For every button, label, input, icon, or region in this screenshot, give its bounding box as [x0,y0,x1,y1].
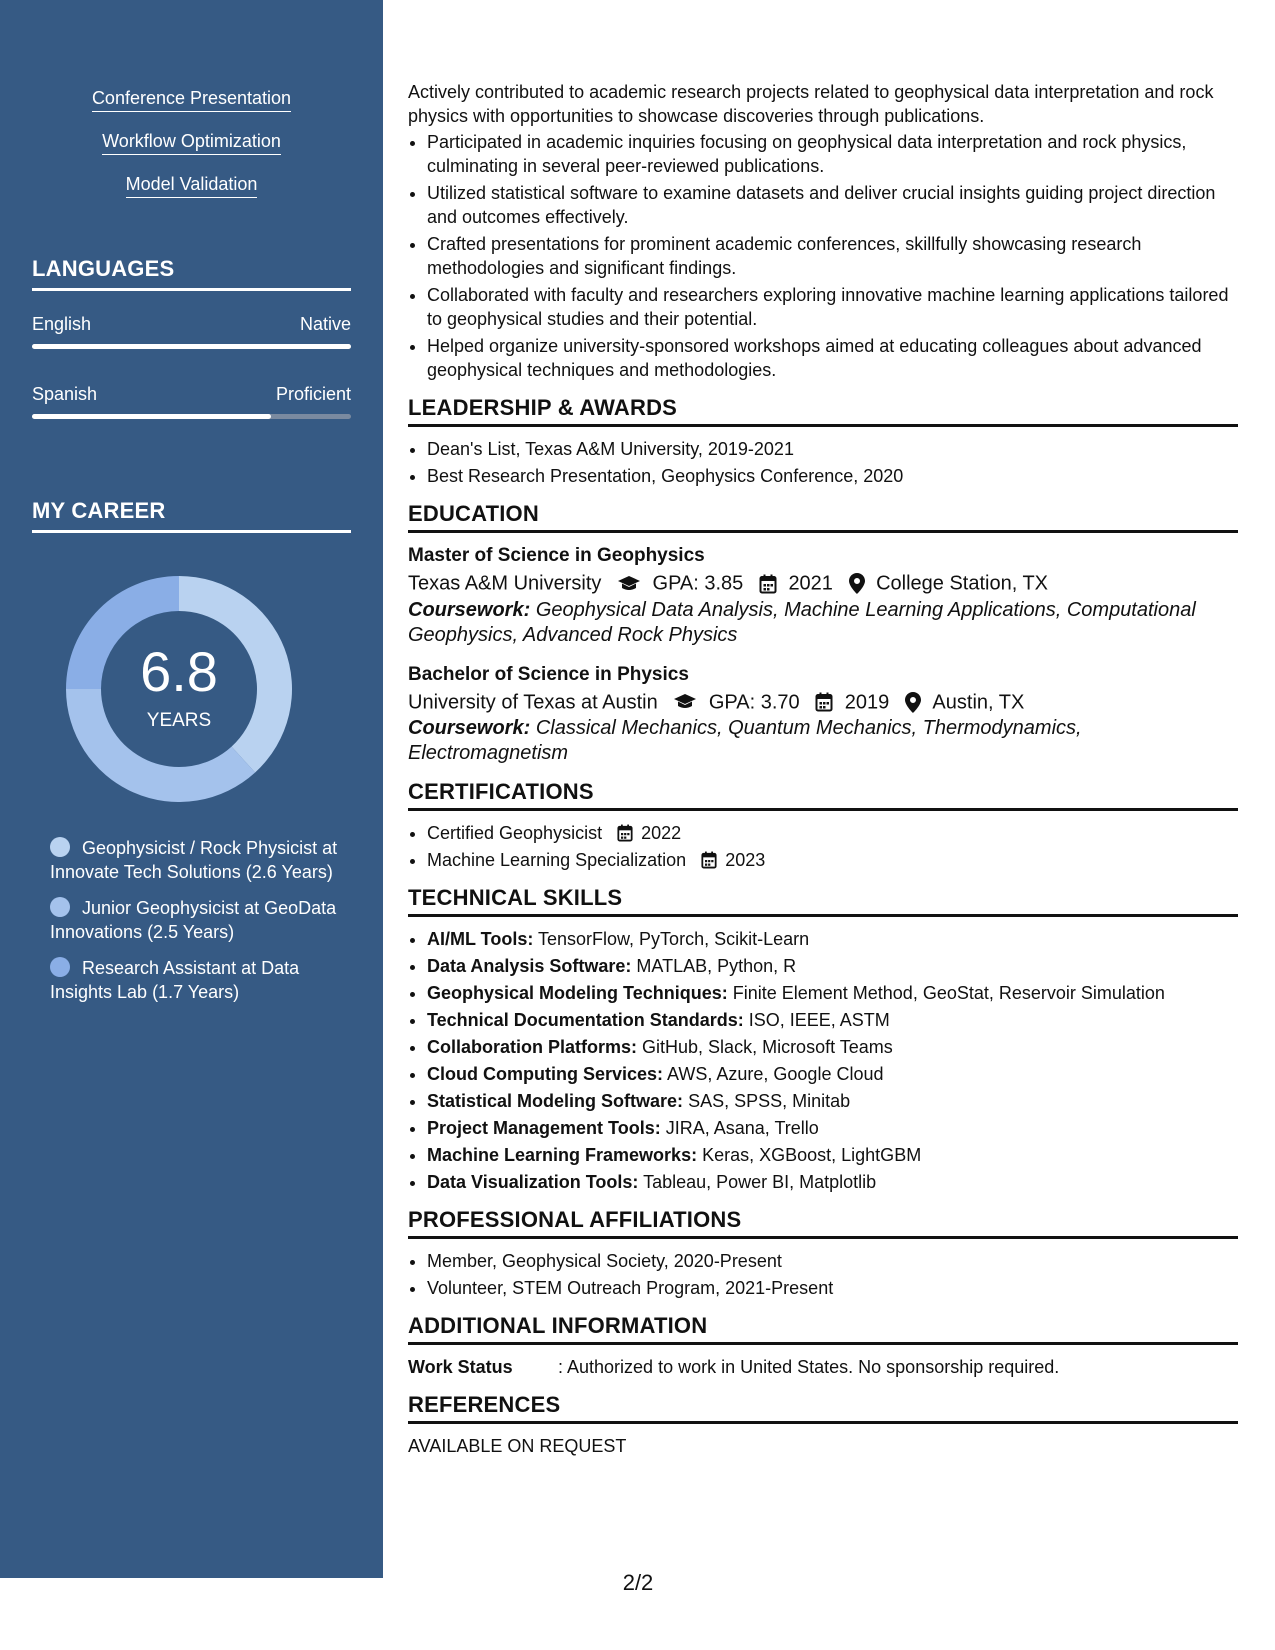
experience-bullet: • Helped organize university-sponsored workshops aimed at educating colleagues about advanced geophysical techniques and methodologies. [427,334,1238,382]
skill-value: SAS, SPSS, Minitab [688,1091,851,1112]
coursework [408,716,1238,766]
school-location: College Station, TX [876,572,1049,595]
skill-item [427,1170,1238,1194]
certification-name: Certified Geophysicist [427,823,603,844]
certification-item [427,821,1238,845]
experience-bullet: • Collaborated with faculty and researchers exploring innovative machine learning applications tailored to geophysical studies and their potential. [427,283,1238,331]
affiliations-list [408,1249,1238,1300]
career-total-unit: YEARS [146,710,212,731]
leadership-item: • Best Research Presentation, Geophysics Conference, 2020 [427,464,1238,488]
location-pin-icon [849,573,865,594]
career-legend-label: Research Assistant at Data Insights Lab (1.7 Years) [50,958,300,1002]
legend-dot-icon [50,957,70,977]
education-entry [408,662,1238,767]
legend-dot-icon [50,897,70,917]
additional-info-heading: ADDITIONAL INFORMATION [408,1314,1238,1345]
affiliation-item: • Volunteer, STEM Outreach Program, 2021-Present [427,1276,1238,1300]
skill-label: Geophysical Modeling Techniques: [427,983,728,1004]
career-total-value: 6.8 [140,640,218,703]
language-bar-fill [32,344,351,349]
degree-title: Master of Science in Geophysics [408,545,705,566]
career-legend-item [50,836,340,884]
experience-bullet: • Participated in academic inquiries focusing on geophysical data interpretation and rock physics, culminating in several peer-reviewed publications. [427,130,1238,178]
page-number: 2/2 [622,1570,654,1595]
skill-value: AWS, Azure, Google Cloud [667,1064,884,1085]
skill-label: Cloud Computing Services: [427,1064,664,1085]
skill-label: Data Analysis Software: [427,956,632,977]
skill-value: JIRA, Asana, Trello [665,1118,819,1139]
references-heading: REFERENCES [408,1393,1238,1424]
language-level: Native [299,314,351,334]
references-text: AVAILABLE ON REQUEST [408,1436,627,1457]
school-name: Texas A&M University [408,572,602,595]
leadership-list [408,437,1238,488]
graduation-year: 2021 [788,572,833,595]
skill-label: Project Management Tools: [427,1118,661,1139]
skill-label: Collaboration Platforms: [427,1037,638,1058]
certification-year: 2023 [725,850,766,871]
skill-label: Technical Documentation Standards: [427,1010,744,1031]
coursework [408,598,1238,648]
career-legend-label: Junior Geophysicist at GeoData Innovations (2.5 Years) [50,898,337,942]
location-pin-icon [905,692,921,713]
calendar-icon [701,851,717,869]
certification-item [427,848,1238,872]
skill-item [427,1062,1238,1086]
gpa: GPA: 3.70 [708,691,800,714]
technical-skills-heading: TECHNICAL SKILLS [408,886,1238,917]
skill-value: TensorFlow, PyTorch, Scikit-Learn [538,929,810,950]
calendar-icon [815,692,833,712]
sidebar [0,0,383,1578]
coursework-list: Classical Mechanics, Quantum Mechanics, Thermodynamics, Electromagnetism [408,717,1082,765]
skill-item [427,1089,1238,1113]
affiliation-item: • Member, Geophysical Society, 2020-Present [427,1249,1238,1273]
graduation-cap-icon [673,693,697,711]
work-status-row [408,1355,1238,1379]
language-bar-fill [32,414,271,419]
education-meta [408,688,1238,717]
skill-value: GitHub, Slack, Microsoft Teams [642,1037,893,1058]
education-heading: EDUCATION [408,502,1238,533]
language-row [32,314,351,335]
language-name: Spanish [32,384,98,404]
skill-item [427,954,1238,978]
experience-bullet: • Crafted presentations for prominent academic conferences, skillfully showcasing research methodologies and significant findings. [427,232,1238,280]
experience-bullet: • Utilized statistical software to examine datasets and deliver crucial insights guiding project direction and outcomes effectively. [427,181,1238,229]
skill-value: MATLAB, Python, R [636,956,797,977]
skill-item [427,981,1238,1005]
degree-title: Bachelor of Science in Physics [408,663,689,685]
school-name: University of Texas at Austin [408,691,658,714]
career-legend-item [50,956,340,1004]
experience-bullets [408,130,1238,382]
skill-value: Keras, XGBoost, LightGBM [702,1145,922,1166]
skill-label: Statistical Modeling Software: [427,1091,684,1112]
graduation-cap-icon [617,575,641,593]
coursework-label: Coursework: [408,598,531,621]
skill-label: Machine Learning Frameworks: [427,1145,698,1166]
skill-label: Data Visualization Tools: [427,1172,639,1193]
language-row [32,384,351,405]
coursework-label: Coursework: [408,717,531,740]
career-heading: MY CAREER [32,498,351,533]
affiliations-heading: PROFESSIONAL AFFILIATIONS [408,1208,1238,1239]
languages-heading: LANGUAGES [32,256,351,291]
calendar-icon [759,574,777,594]
skill-item [427,1035,1238,1059]
gpa: GPA: 3.85 [652,572,744,595]
main-content [408,80,1238,1458]
skill-value: ISO, IEEE, ASTM [748,1010,890,1031]
experience-intro: Actively contributed to academic research projects related to geophysical data interpretation and rock physics with opportunities to showcase discoveries through publications. [408,82,1214,126]
skill-link[interactable]: Conference Presentation [92,86,291,112]
graduation-year: 2019 [844,691,890,714]
certification-name: Machine Learning Specialization [427,850,687,871]
language-name: English [32,314,92,334]
calendar-icon [617,824,633,842]
work-status-label: Work Status [408,1357,513,1378]
skill-value: Finite Element Method, GeoStat, Reservoir Simulation [732,983,1165,1004]
certification-year: 2022 [641,823,682,844]
skill-item [427,1008,1238,1032]
career-legend-label: Geophysicist / Rock Physicist at Innovate Tech Solutions (2.6 Years) [50,838,338,882]
language-bar [32,344,351,349]
skill-item [427,927,1238,951]
skill-link[interactable]: Model Validation [126,172,258,198]
certifications-list [408,821,1238,872]
technical-skills-list [408,927,1238,1194]
certifications-heading: CERTIFICATIONS [408,780,1238,811]
skill-item [427,1143,1238,1167]
education-meta [408,569,1238,598]
skill-label: AI/ML Tools: [427,929,534,950]
leadership-heading: LEADERSHIP & AWARDS [408,396,1238,427]
skill-link[interactable]: Workflow Optimization [102,129,281,155]
skill-item [427,1116,1238,1140]
career-legend-item [50,896,340,944]
education-entry [408,543,1238,648]
legend-dot-icon [50,837,70,857]
work-status-value: : Authorized to work in United States. No sponsorship required. [558,1357,1060,1378]
school-location: Austin, TX [932,691,1025,714]
language-bar [32,414,351,419]
donut-segment-2 [66,689,255,802]
skill-links [0,86,383,215]
leadership-item: • Dean's List, Texas A&M University, 2019-2021 [427,437,1238,461]
coursework-list: Geophysical Data Analysis, Machine Learning Applications, Computational Geophysics, Advanced Rock Physics [408,598,1196,646]
language-level: Proficient [275,384,351,404]
career-legend [50,836,340,1016]
skill-value: Tableau, Power BI, Matplotlib [643,1172,877,1193]
